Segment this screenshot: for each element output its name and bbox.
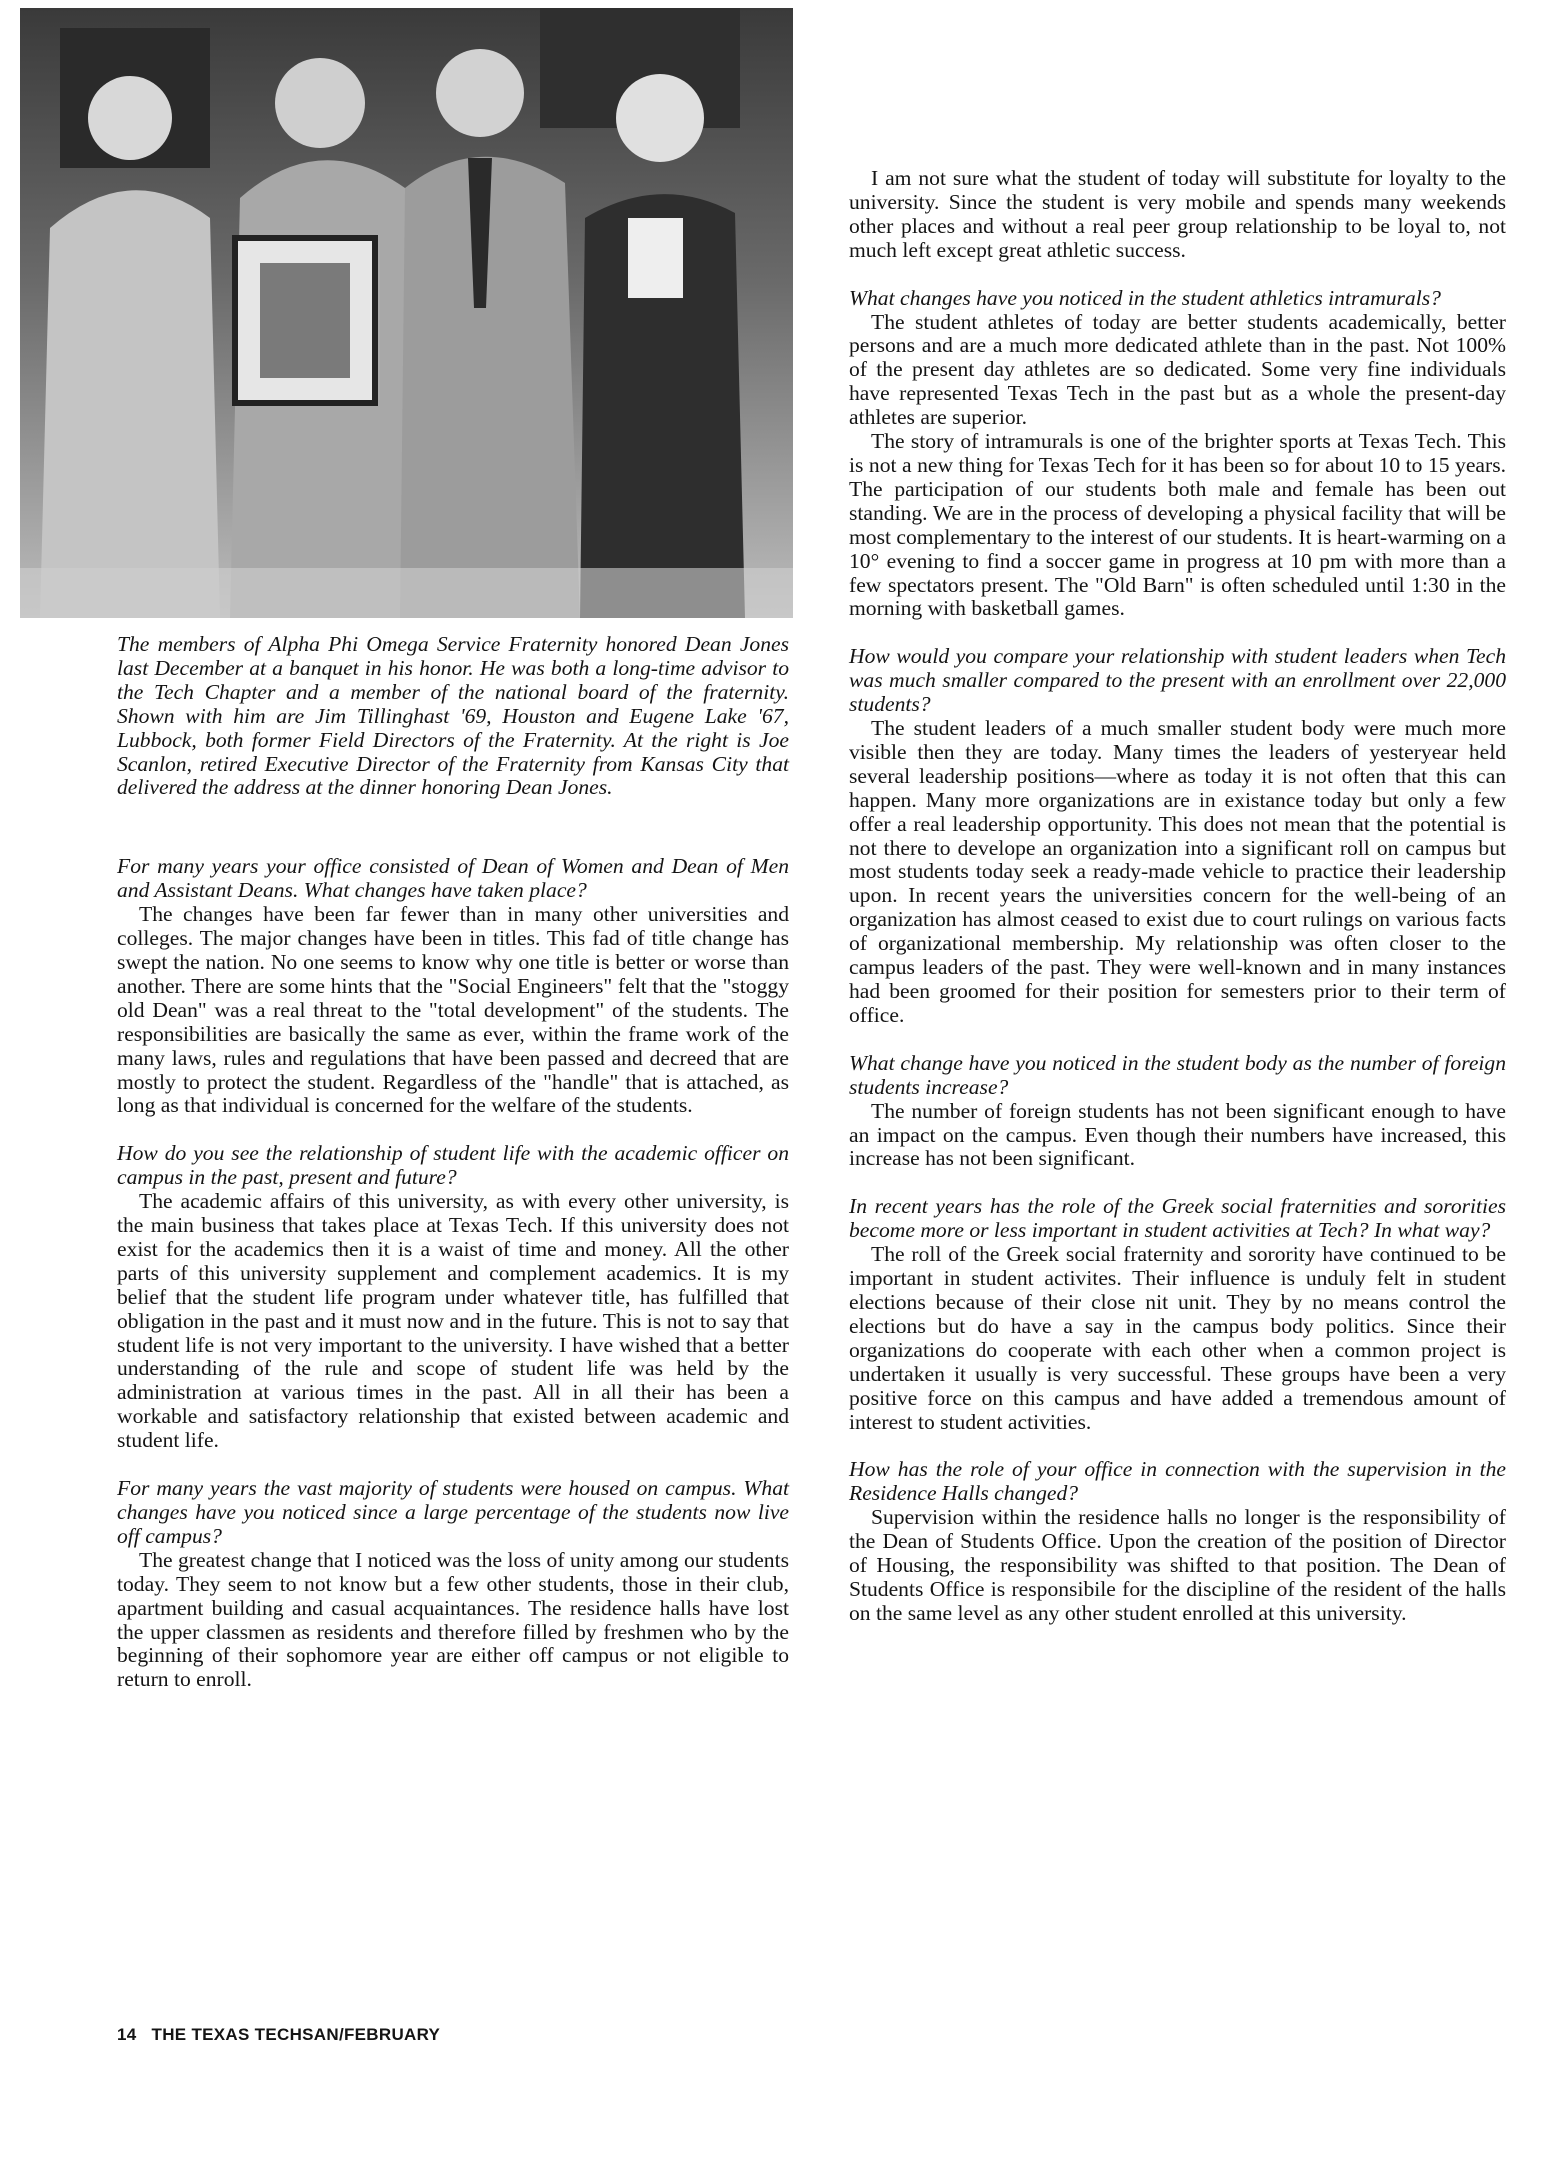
question: For many years your office consisted of Dean of Women and Dean of Men and Assistant Deans. What changes have taken place?: [117, 854, 789, 903]
question: How would you compare your relationship with student leaders when Tech was much smaller compared to the present with an enrollment over 22,000 students?: [849, 644, 1506, 717]
answer: The number of foreign students has not been significant enough to have an impact on the campus. Even though their numbers have increased, this increase has not been significant.: [849, 1098, 1506, 1171]
answer: Supervision within the residence halls no longer is the responsibility of the Dean of Students Office. Upon the creation of the position of Director of Housing, the responsibility was shifted to that position. The Dean of Students Office is responsibile for the discipline of the resident of the halls on the same level as any other student enrolled at this university.: [849, 1505, 1506, 1625]
photo-caption: The members of Alpha Phi Omega Service Fraternity honored Dean Jones last December at a banquet in his honor. He was both a long-time advisor to the Tech Chapter and a member of the national board of the fraternity. Shown with him are Jim Tillinghast '69, Houston and Eugene Lake '67, Lubbock, both former Field Directors of the Fraternity. At the right is Joe Scanlon, retired Executive Director of the Fraternity from Kansas City that delivered the address at the dinner honoring Dean Jones.: [117, 632, 789, 800]
interview-block: [849, 1458, 1506, 1625]
group-photo: [20, 8, 793, 618]
interview-block: [849, 645, 1506, 1028]
question: How has the role of your office in connection with the supervision in the Residence Halls changed?: [849, 1457, 1506, 1506]
interview-block: [117, 1477, 789, 1692]
answer: The student leaders of a much smaller student body were much more visible then they are today. Many times the leaders of yesteryear held several leadership positions—where as today it is not often that this can happen. Many more organizations are in existance today but only a few offer a real leadership opportunity. This does not mean that the potential is not there to develope an organization into a significant roll on campus but most students today seek a ready-made vehicle to practice their leadership upon. In recent years the universities concern for the well-being of an organization has almost ceased to exist due to court rulings on various facts of organizational membership. My relationship was often closer to the campus leaders of the past. They were well-known and in many instances had been groomed for their position for semesters prior to their term of office.: [849, 716, 1506, 1027]
left-column: [117, 633, 789, 1716]
answer-continued: I am not sure what the student of today will substitute for loyalty to the university. Since the student is very mobile and spends many weekends other places and without a real peer group relationship to be loyal to, not much left except great athletic success.: [849, 166, 1506, 262]
publication-name: THE TEXAS TECHSAN/FEBRUARY: [151, 2025, 441, 2044]
answer: The greatest change that I noticed was the loss of unity among our students today. They seem to not know but a few other students, those in their club, apartment building and casual acquaintances. The residence halls have lost the upper classmen as residents and therefore filled by freshmen who by the beginning of their sophomore year are either off campus or not eligible to return to enroll.: [117, 1547, 789, 1692]
interview-block: [849, 1195, 1506, 1434]
interview-block: [117, 855, 789, 1118]
question: For many years the vast majority of students were housed on campus. What changes have you noticed since a large percentage of the students now live off campus?: [117, 1476, 789, 1548]
question: How do you see the relationship of student life with the academic officer on campus in the past, present and future?: [117, 1141, 789, 1190]
interview-block: [849, 167, 1506, 263]
interview-block: [849, 1052, 1506, 1172]
photo-group-of-four-men-icon: [20, 8, 793, 618]
answer: The roll of the Greek social fraternity and sorority have continued to be important in student activites. Their influence is unduly felt in student elections because of their close nit unit. They by no means control the elections but do have a say in the campus body politics. Since their organizations do cooperate with each other when a common project is undertaken it usually is very successful. These groups have been a very positive force on this campus and have added a tremendous amount of interest to student activities.: [849, 1242, 1506, 1434]
answer: The student athletes of today are better students academically, better persons and are a much more dedicated athlete than in the past. Not 100% of the present day athletes are so dedicated. Some very fine individuals have represented Texas Tech in the past but as a whole the present-day athletes are superior.: [849, 309, 1506, 430]
question: What changes have you noticed in the student athletics intramurals?: [849, 285, 1441, 310]
interview-block: [117, 1142, 789, 1453]
question: What change have you noticed in the student body as the number of foreign students increase?: [849, 1050, 1506, 1099]
question: In recent years has the role of the Greek social fraternities and sororities become more or less important in student activities at Tech? In what way?: [849, 1194, 1506, 1243]
answer: The story of intramurals is one of the brighter sports at Texas Tech. This is not a new thing for Texas Tech for it has been so for about 10 to 15 years. The participation of our students both male and female has been out standing. We are in the process of developing a physical facility that will be most complementary to the interest of our students. It is heart-warming on a 10° evening to find a soccer game in progress at 10 pm with more than a few spectators present. The "Old Barn" is often scheduled until 1:30 in the morning with basketball games.: [849, 429, 1506, 621]
page-footer: [117, 2025, 440, 2045]
interview-block: [849, 287, 1506, 622]
page-number: 14: [117, 2025, 137, 2044]
answer: The changes have been far fewer than in many other universities and colleges. The major changes have been in titles. This fad of title change has swept the nation. No one seems to know why one title is better or worse than another. There are some hints that the "Social Engineers" felt that the "stoggy old Dean" was a real threat to the "total development" of the students. The responsibilities are basically the same as ever, within the frame work of the many laws, rules and regulations that have been passed and decreed that are mostly to protect the student. Regardless of the "handle" that is attached, as long as that individual is concerned for the welfare of the students.: [117, 902, 789, 1118]
right-column: [849, 167, 1506, 1650]
answer: The academic affairs of this university, as with every other university, is the main business that takes place at Texas Tech. If this university does not exist for the academics then it is a waist of time and money. All the other parts of this university supplement and complement academics. It is my belief that the student life program under whatever title, has fulfilled that obligation in the past and it must now and in the future. This is not to say that student life is not very important to the university. I have wished that a better understanding of the rule and scope of student life was held by the administration at various times in the past. All in all their has been a workable and satisfactory relationship that existed between academic and student life.: [117, 1189, 789, 1453]
